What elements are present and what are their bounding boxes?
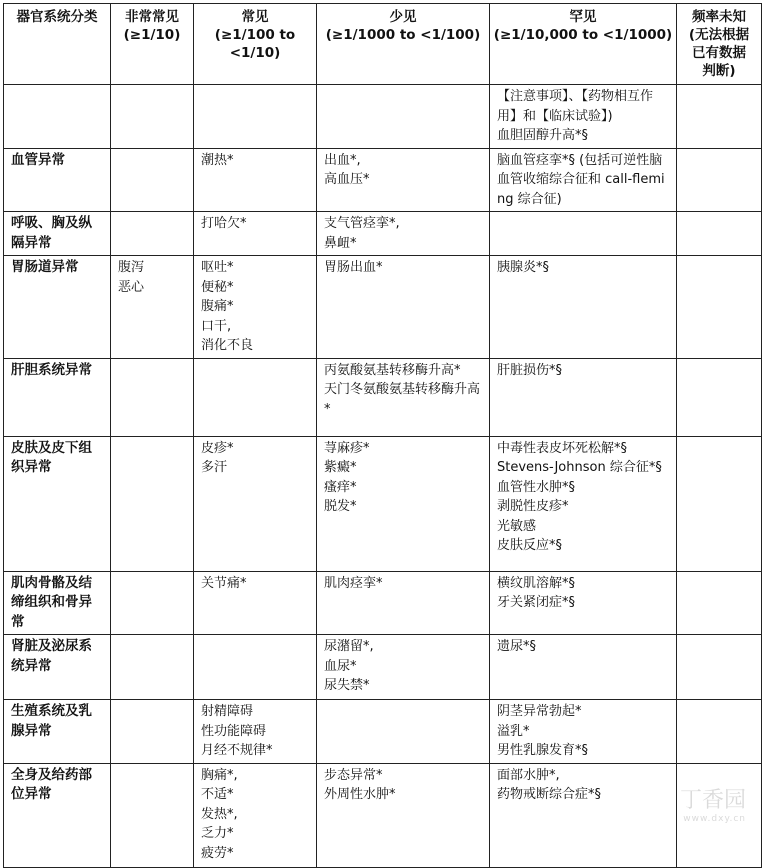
reaction-item: 中毒性表皮坏死松解*§	[497, 440, 628, 456]
reaction-item: 高血压*	[324, 172, 370, 187]
uncommon-cell	[317, 635, 490, 700]
header-row	[4, 4, 762, 85]
reaction-item: 遗尿*§	[497, 639, 537, 654]
reaction-item: 打哈欠*	[201, 216, 247, 231]
reaction-item: 横纹肌溶解*§	[497, 575, 576, 591]
very-common-cell	[111, 148, 194, 212]
reaction-item: 尿失禁*	[324, 678, 370, 693]
rare-cell	[490, 571, 677, 635]
reaction-item: 出血*,	[324, 152, 361, 168]
rare-cell	[490, 212, 677, 256]
reaction-item: 呕吐*	[201, 260, 234, 275]
reaction-item: 面部水肿*,	[497, 767, 560, 783]
table-row	[4, 635, 762, 700]
reaction-item: 便秘*	[201, 279, 234, 295]
header-text: 罕见	[569, 9, 597, 25]
rare-cell	[490, 700, 677, 764]
reaction-item: 疲劳*	[201, 845, 234, 861]
reaction-item: 血管性水肿*§	[497, 479, 576, 495]
watermark-url: www.dxy.cn	[683, 814, 746, 824]
reaction-item: 丙氨酸氨基转移酶升高*	[324, 362, 461, 378]
uncommon-cell	[317, 763, 490, 867]
very-common-cell	[111, 85, 194, 149]
common-cell	[194, 571, 317, 635]
organ-system-cell: 皮肤及皮下组织异常	[4, 436, 111, 571]
header-unknown	[677, 4, 762, 85]
reaction-item: 外周性水肿*	[324, 787, 396, 802]
reaction-item: 潮热*	[201, 152, 234, 168]
uncommon-cell	[317, 436, 490, 571]
rare-cell	[490, 256, 677, 359]
reaction-item: 性功能障碍	[201, 723, 267, 739]
common-cell	[194, 212, 317, 256]
very-common-cell	[111, 256, 194, 359]
common-cell	[194, 700, 317, 764]
organ-system-cell: 生殖系统及乳腺异常	[4, 700, 111, 764]
reaction-item: 剥脱性皮疹*	[497, 499, 569, 514]
rare-cell	[490, 358, 677, 436]
reaction-item: 溢乳*	[497, 723, 530, 739]
header-common	[194, 4, 317, 85]
organ-system-cell: 胃肠道异常	[4, 256, 111, 359]
unknown-cell	[677, 256, 762, 359]
reaction-item: 阴茎异常勃起*	[497, 704, 582, 719]
header-very-common	[111, 4, 194, 85]
header-text: (≥1/100 to	[214, 27, 296, 43]
common-cell	[194, 148, 317, 212]
very-common-cell	[111, 436, 194, 571]
reaction-item: 男性乳腺发育*§	[497, 743, 589, 758]
organ-system-cell: 肾脏及泌尿系统异常	[4, 635, 111, 700]
reaction-item: 皮疹*	[201, 440, 234, 456]
uncommon-cell	[317, 212, 490, 256]
reaction-item: 皮肤反应*§	[497, 538, 563, 553]
reaction-item: 腹泻	[118, 260, 145, 275]
reaction-item: 恶心	[118, 279, 145, 295]
unknown-cell	[677, 571, 762, 635]
header-text: (≥1/1000 to <1/100)	[325, 27, 481, 43]
very-common-cell	[111, 700, 194, 764]
organ-system-cell: 呼吸、胸及纵隔异常	[4, 212, 111, 256]
rare-cell	[490, 635, 677, 700]
reaction-item: 血尿*	[324, 658, 357, 674]
reaction-item: 胰腺炎*§	[497, 260, 550, 275]
header-text: 判断)	[702, 63, 736, 79]
very-common-cell	[111, 763, 194, 867]
common-cell	[194, 436, 317, 571]
organ-system-cell: 全身及给药部位异常	[4, 763, 111, 867]
reaction-item: 口干,	[201, 318, 232, 334]
organ-system-cell	[4, 85, 111, 149]
uncommon-cell	[317, 148, 490, 212]
reaction-item: 牙关紧闭症*§	[497, 595, 576, 610]
reaction-item: 尿潴留*,	[324, 639, 374, 654]
reaction-item: 肝脏损伤*§	[497, 362, 563, 378]
header-text: (≥1/10)	[123, 27, 181, 43]
unknown-cell	[677, 700, 762, 764]
header-text: 频率未知	[692, 9, 746, 25]
reaction-item: 关节痛*	[201, 575, 247, 591]
reaction-item: 月经不规律*	[201, 743, 273, 758]
unknown-cell	[677, 85, 762, 149]
reaction-item: 鼻衄*	[324, 235, 357, 251]
uncommon-cell	[317, 571, 490, 635]
header-text: 非常常见	[125, 9, 179, 25]
uncommon-cell	[317, 700, 490, 764]
unknown-cell	[677, 358, 762, 436]
reaction-item: 瘙痒*	[324, 479, 357, 495]
common-cell	[194, 635, 317, 700]
reaction-item: 紫癜*	[324, 460, 357, 475]
adverse-reactions-table	[3, 3, 762, 868]
reaction-item: 多汗	[201, 460, 228, 475]
rare-cell	[490, 436, 677, 571]
header-uncommon	[317, 4, 490, 85]
reaction-item: 天门冬氨酸氨基转移酶升高*	[324, 382, 481, 417]
reaction-item: 射精障碍	[201, 704, 254, 719]
reaction-item: 步态异常*	[324, 767, 383, 783]
table-row	[4, 571, 762, 635]
rare-cell	[490, 148, 677, 212]
reaction-item: 药物戒断综合症*§	[497, 787, 602, 802]
header-text: (无法根据	[688, 27, 750, 43]
uncommon-cell	[317, 256, 490, 359]
common-cell	[194, 763, 317, 867]
reaction-item: 发热*,	[201, 806, 238, 822]
reaction-item: 荨麻疹*	[324, 440, 370, 456]
reaction-item: Stevens-Johnson 综合征*§	[497, 460, 662, 475]
reaction-item: 光敏感	[497, 518, 537, 534]
organ-system-cell: 肌肉骨骼及结缔组织和骨异常	[4, 571, 111, 635]
header-text: 器官系统分类	[16, 9, 98, 25]
very-common-cell	[111, 571, 194, 635]
table-row	[4, 85, 762, 149]
common-cell	[194, 358, 317, 436]
very-common-cell	[111, 635, 194, 700]
organ-system-cell: 肝胆系统异常	[4, 358, 111, 436]
header-text: (≥1/10,000 to <1/1000)	[493, 27, 673, 43]
header-text: 少见	[389, 9, 417, 25]
uncommon-cell	[317, 358, 490, 436]
table-row	[4, 256, 762, 359]
reaction-item: 不适*	[201, 787, 234, 802]
reaction-item: 消化不良	[201, 338, 254, 353]
table-row	[4, 212, 762, 256]
organ-system-cell: 血管异常	[4, 148, 111, 212]
header-text: <1/10)	[229, 45, 281, 61]
reaction-item: 血胆固醇升高*§	[497, 128, 589, 143]
table-row	[4, 700, 762, 764]
reaction-item: 【注意事项】、【药物相互作用】和【临床试验】)	[497, 89, 654, 124]
reaction-item: 肌肉痉挛*	[324, 575, 383, 591]
reaction-item: 乏力*	[201, 826, 234, 841]
very-common-cell	[111, 358, 194, 436]
unknown-cell	[677, 635, 762, 700]
unknown-cell	[677, 436, 762, 571]
reaction-item: 胃肠出血*	[324, 260, 383, 275]
reaction-item: 脑血管痉挛*§ (包括可逆性脑血管收缩综合征和 call-fleming 综合征)	[497, 152, 665, 207]
watermark-logo-text: 丁香园	[679, 788, 746, 813]
very-common-cell	[111, 212, 194, 256]
common-cell	[194, 85, 317, 149]
common-cell	[194, 256, 317, 359]
watermark-logo	[626, 783, 746, 823]
uncommon-cell	[317, 85, 490, 149]
table-row	[4, 436, 762, 571]
header-organ-system	[4, 4, 111, 85]
reaction-item: 脱发*	[324, 499, 357, 514]
header-text: 已有数据	[692, 45, 746, 61]
header-rare	[490, 4, 677, 85]
rare-cell	[490, 85, 677, 149]
reaction-item: 胸痛*,	[201, 767, 238, 783]
reaction-item: 支气管痉挛*,	[324, 216, 400, 231]
unknown-cell	[677, 212, 762, 256]
table-row	[4, 148, 762, 212]
reaction-item: 腹痛*	[201, 299, 234, 314]
table-row	[4, 358, 762, 436]
unknown-cell	[677, 148, 762, 212]
header-text: 常见	[241, 9, 269, 25]
